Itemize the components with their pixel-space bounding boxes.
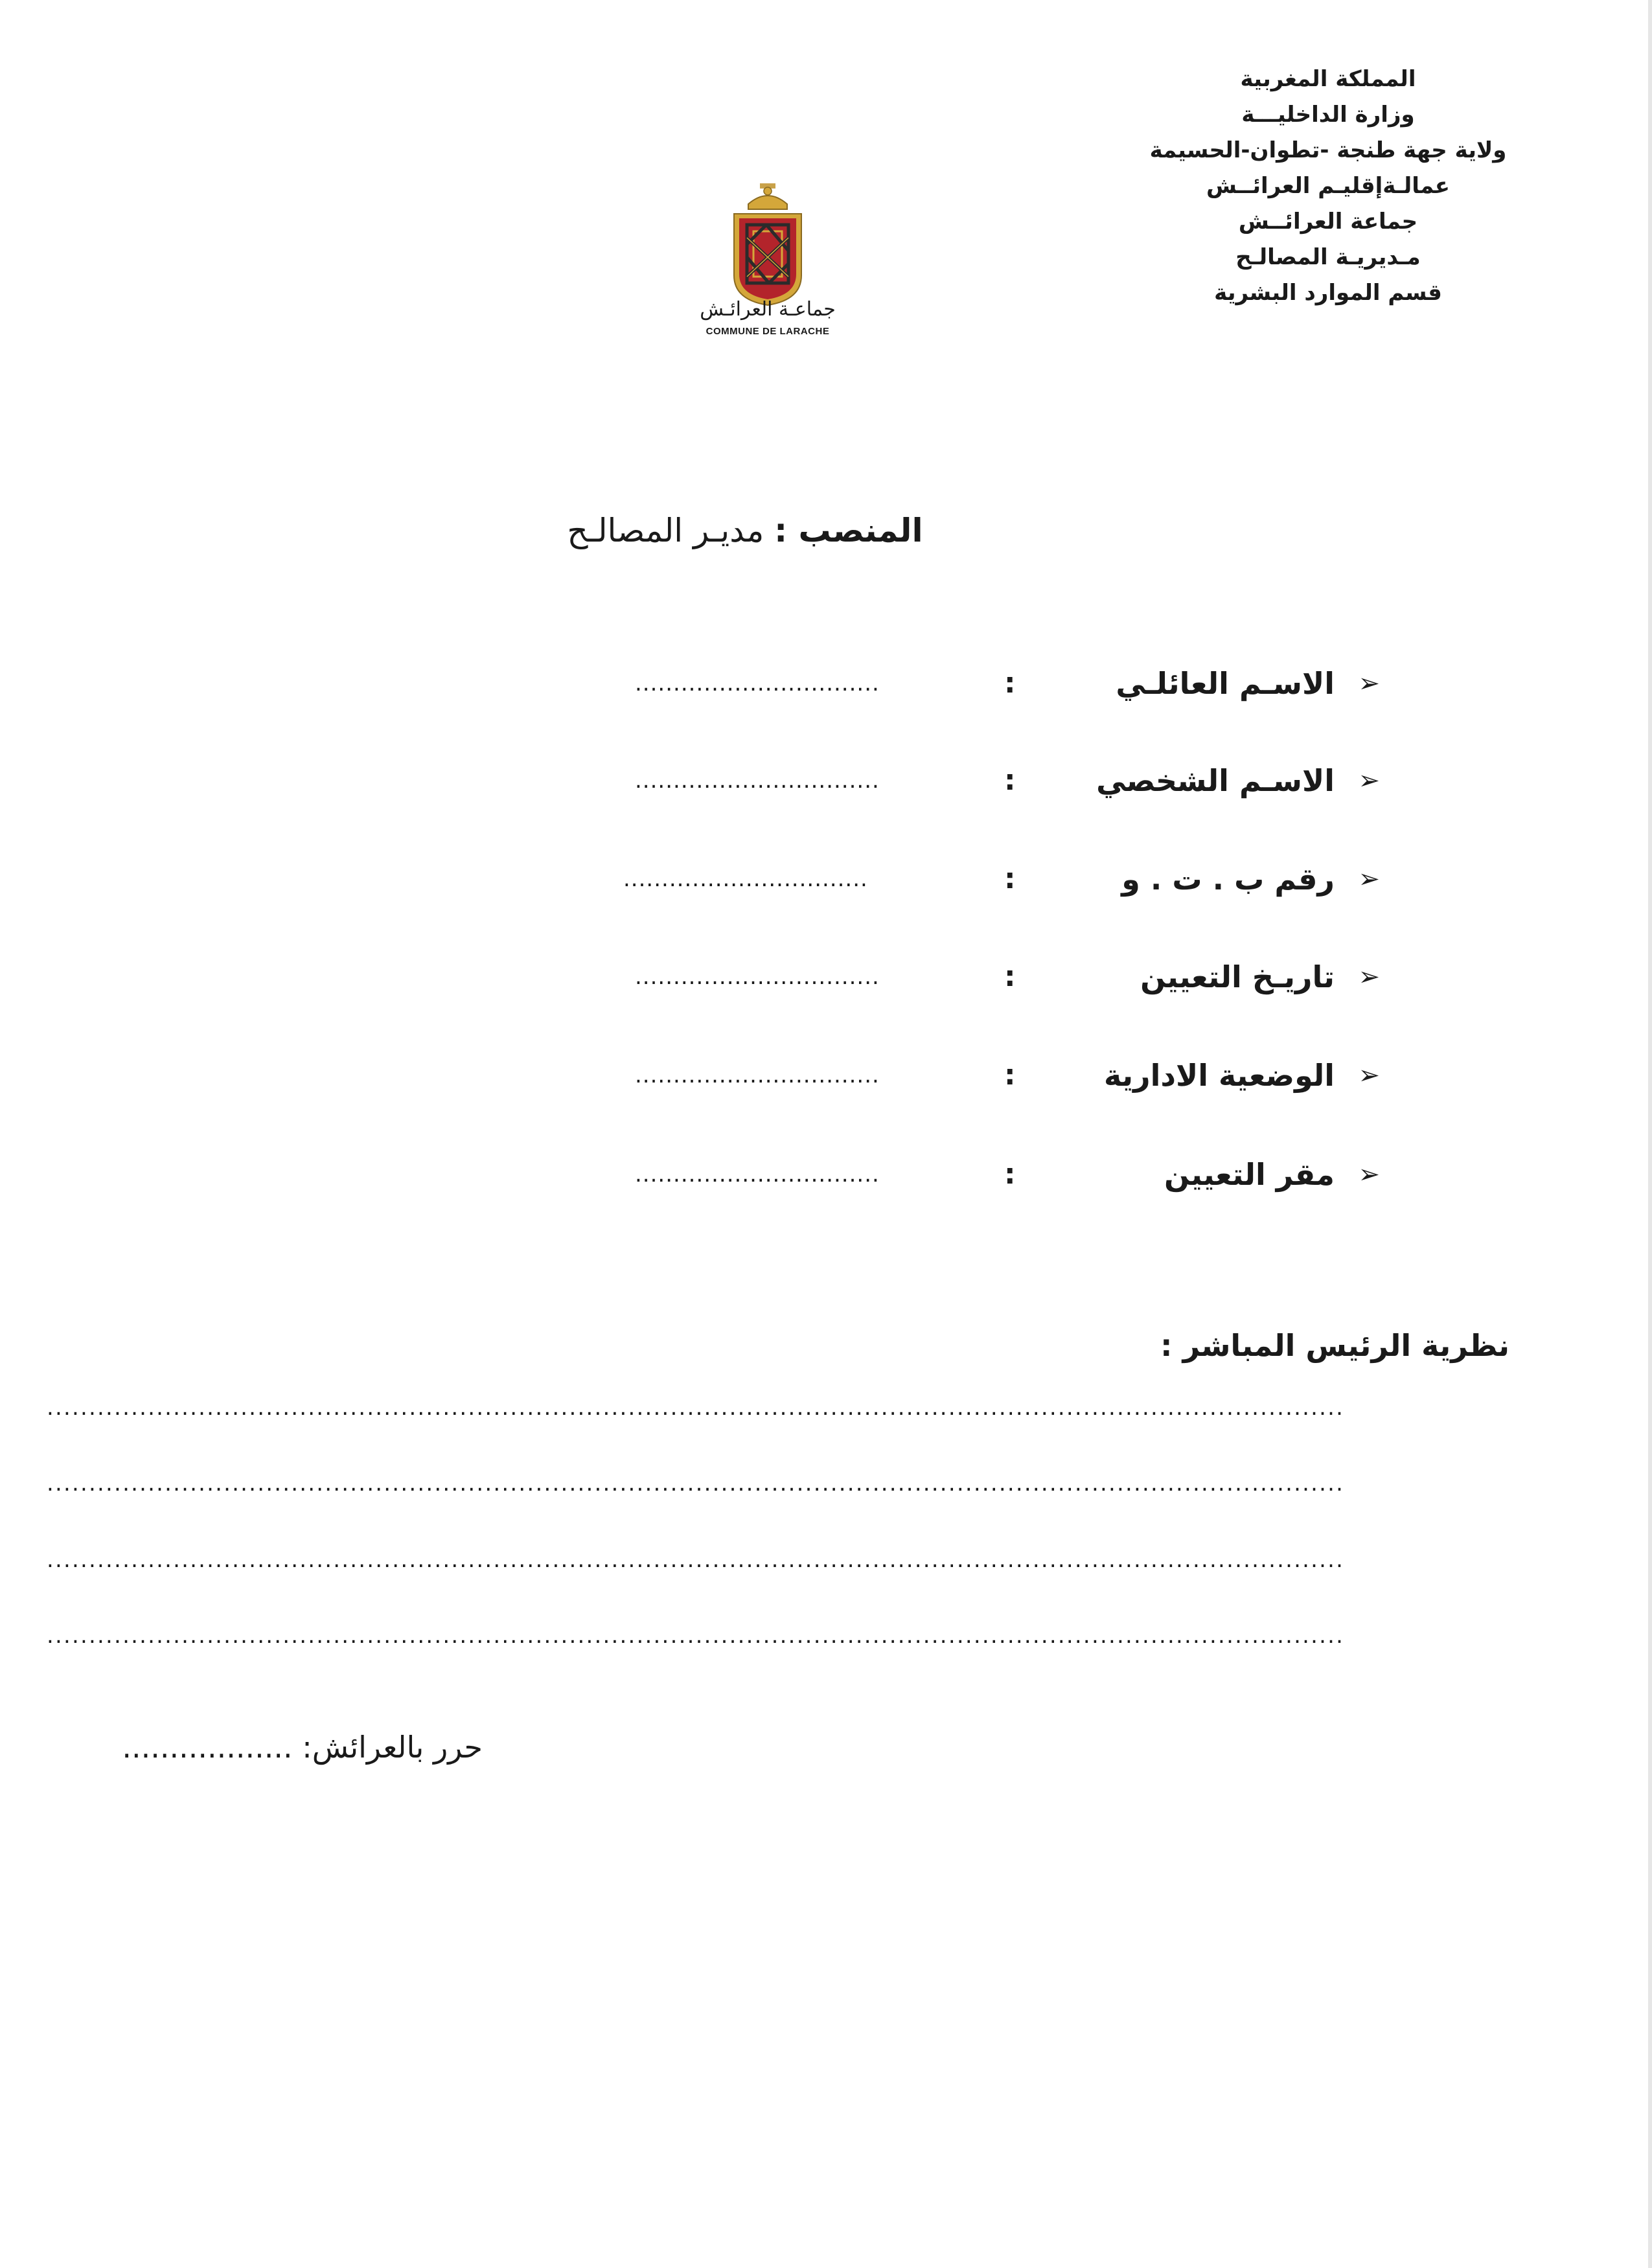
field-label: تاريـخ التعيين (1140, 959, 1335, 994)
field-fill-line[interactable]: ................................ (635, 1062, 880, 1088)
arrow-bullet-icon: ➢ (1358, 766, 1380, 796)
header-line-directorate: مـديريـة المصالـح (1235, 244, 1421, 270)
field-colon: : (1004, 667, 1016, 700)
position-label: المنصب : (774, 512, 923, 549)
field-fill-line[interactable]: ................................ (635, 964, 880, 990)
field-colon: : (1004, 1158, 1016, 1191)
arrow-bullet-icon: ➢ (1358, 864, 1380, 894)
field-label: مقر التعيين (1164, 1157, 1335, 1192)
header-line-kingdom: المملكة المغربية (1240, 66, 1416, 92)
field-administrative-status (615, 1053, 1380, 1098)
header-line-province: عمالـةإقليـم العرائــش (1206, 173, 1451, 199)
field-label: الاسـم العائلـي (1116, 666, 1335, 701)
field-id-number (615, 856, 1380, 902)
position-title (518, 512, 972, 549)
field-colon: : (1004, 960, 1016, 993)
field-colon: : (1004, 764, 1016, 797)
page-edge (1648, 0, 1652, 2268)
field-label: الوضعية الادارية (1103, 1058, 1335, 1093)
field-colon: : (1004, 862, 1016, 895)
header-line-commune: جماعة العرائــش (1238, 209, 1418, 235)
field-label: رقم ب . ت . و (1121, 862, 1335, 897)
field-label: الاسـم الشخصي (1096, 763, 1335, 798)
position-value: مديـر المصالـح (567, 512, 764, 549)
opinion-fill-line[interactable]: .......................................................................................................................................................... (47, 1395, 1345, 1421)
arrow-bullet-icon: ➢ (1358, 669, 1380, 698)
arrow-bullet-icon: ➢ (1358, 962, 1380, 992)
supervisor-opinion-label: نظرية الرئيس المباشر : (1160, 1328, 1509, 1363)
coat-of-arms-icon (683, 178, 852, 347)
opinion-fill-line[interactable]: .......................................................................................................................................................... (47, 1471, 1345, 1496)
field-fill-line[interactable]: ................................ (623, 866, 868, 892)
header-line-ministry: وزارة الداخليـــة (1241, 102, 1415, 128)
field-colon: : (1004, 1059, 1016, 1092)
field-appointment-date (615, 954, 1380, 1000)
field-appointment-place (615, 1152, 1380, 1197)
arrow-bullet-icon: ➢ (1358, 1060, 1380, 1090)
field-family-name (615, 661, 1380, 706)
header-line-department: قسم الموارد البشرية (1214, 280, 1442, 306)
arrow-bullet-icon: ➢ (1358, 1160, 1380, 1189)
emblem-caption-arabic: جماعـة العرائـش (700, 298, 836, 321)
field-fill-line[interactable]: ................................ (635, 768, 880, 794)
administrative-header (1101, 62, 1555, 311)
signed-at-line: حرر بالعرائش: .................. (122, 1730, 483, 1765)
emblem-caption-french: COMMUNE DE LARACHE (706, 326, 830, 337)
header-line-region: ولاية جهة طنجة -تطوان-الحسيمة (1149, 137, 1507, 163)
opinion-fill-line[interactable]: .......................................................................................................................................................... (47, 1547, 1345, 1573)
opinion-fill-line[interactable]: .......................................................................................................................................................... (47, 1623, 1345, 1649)
field-fill-line[interactable]: ................................ (635, 1162, 880, 1187)
field-first-name (615, 758, 1380, 803)
field-fill-line[interactable]: ................................ (635, 670, 880, 696)
